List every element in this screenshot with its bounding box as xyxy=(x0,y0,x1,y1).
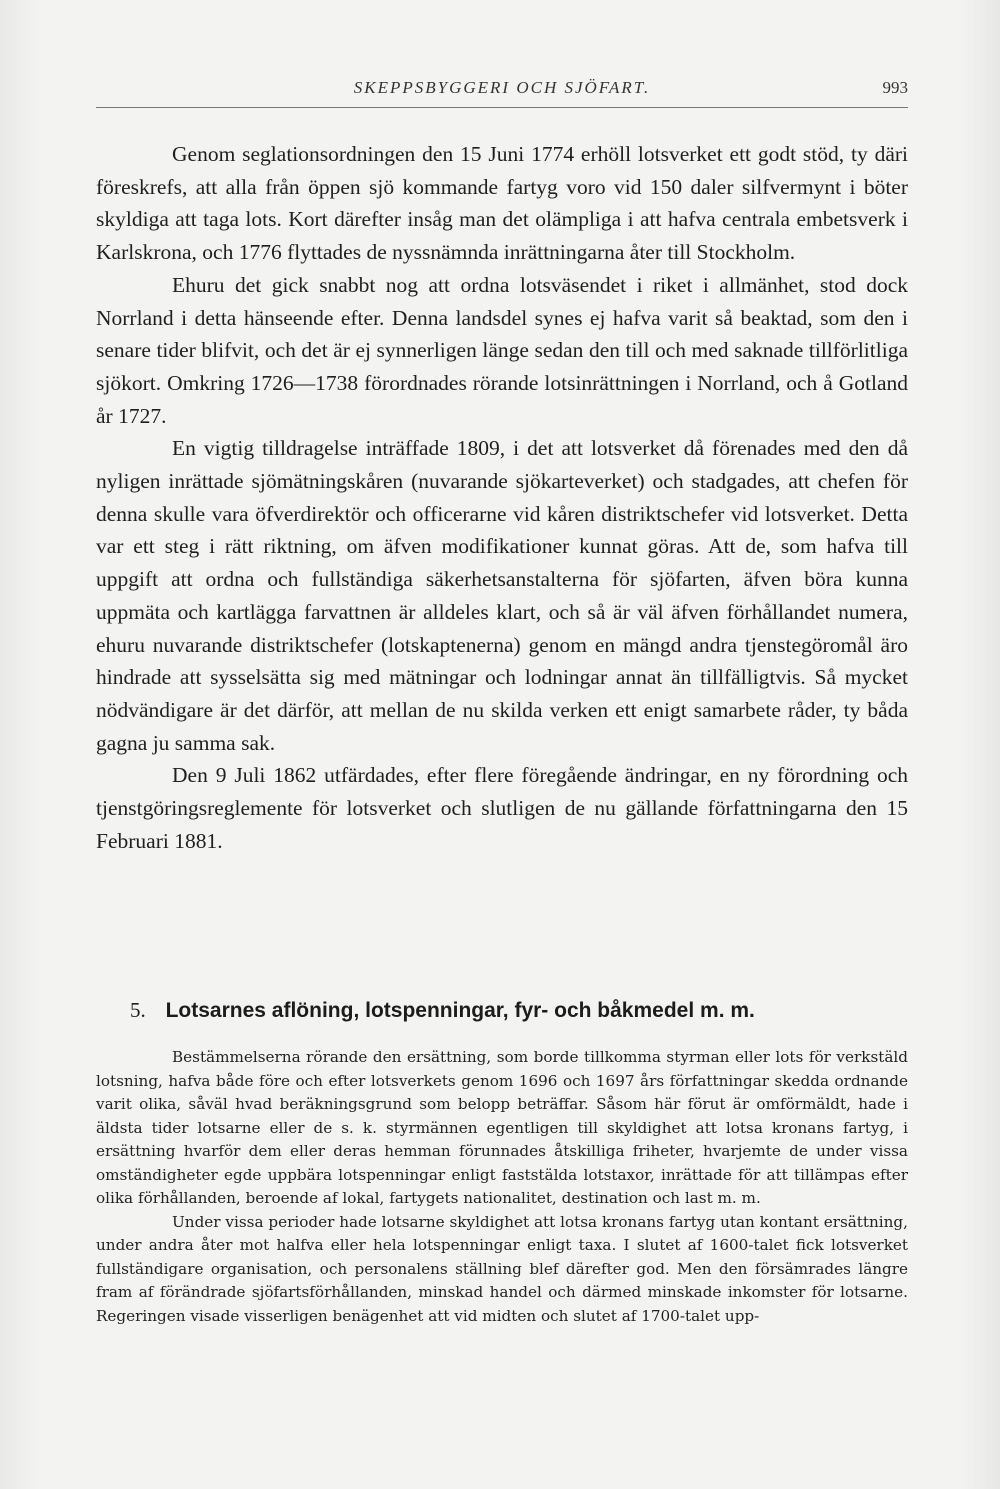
small-paragraph: Bestämmelserna rörande den ersättning, som borde tillkomma styrman eller lots för verkstäld lotsning, hafva både före och efter lotsverkets genom 1696 och 1697 års författningar skedda ordnande varit olika, såväl hvad beräkningsgrund som belopp beträffar. Såsom här förut är omförmäldt, hade i äldsta tider lotsarne eller de s. k. styrmännen egentligen till skyldighet att lotsa kronans fartyg, i ersättning hvarför dem eller deras hemman förunnades åtskilliga friheter, hvarjemte de under vissa omständigheter egde uppbära lotspenningar enligt faststälda lotstaxor, inrättade för att tillämpas efter olika förhållanden, beroende af lokal, fartygets nationalitet, destination och last m. m. xyxy=(96,1048,908,1207)
paragraph: Den 9 Juli 1862 utfärdades, efter flere föregående ändringar, en ny förordning och tjenstgöringsreglemente för lotsverket och slutligen de nu gällande författningarna den 15 Februari 1881. xyxy=(96,763,908,853)
paragraph: Ehuru det gick snabbt nog att ordna lotsväsendet i riket i allmänhet, stod dock Norrland i detta hänseende efter. Denna landsdel synes ej hafva varit så beaktad, som den i senare tider blifvit, och det är ej synnerligen länge sedan den till och med saknade tillförlitliga sjökort. Omkring 1726—1738 förordnades rörande lotsinrättningen i Norrland, och å Gotland år 1727. xyxy=(96,272,908,428)
running-head xyxy=(96,78,908,106)
section-title: Lotsarnes aflöning, lotspenningar, fyr- och båkmedel m. m. xyxy=(165,999,755,1022)
section-number: 5. xyxy=(130,998,146,1022)
header-rule xyxy=(96,107,908,108)
small-paragraph: Under vissa perioder hade lotsarne skyldighet att lotsa kronans fartyg utan kontant ersättning, under andra åter mot halfva eller hela lotspenningar enligt taxa. I slutet af 1600-talet fick lotsverket fullständigare organisation, och personalens ställning blef därefter god. Men den försämrades längre fram af förändrade sjöfartsförhållanden, minskad handel och därmed minskade inkomster för lotsarne. Regeringen visade visserligen benägenhet att vid midten och slutet af 1700-talet upp- xyxy=(96,1212,908,1325)
paragraph: En vigtig tilldragelse inträffade 1809, i det att lotsverket då förenades med den då nyligen inrättade sjömätningskåren (nuvarande sjökarteverket) och stadgades, att chefen för denna skulle vara öfverdirektör och officerarne vid kåren distriktschefer vid lotsverket. Detta var ett steg i rätt riktning, om äfven modifikationer kunnat göras. Att de, som hafva till uppgift att ordna och fullständiga säkerhetsanstalterna för sjöfarten, äfven böra kunna uppmäta och kartlägga farvattnen är alldeles klart, och så är väl äfven förhållandet numera, ehuru nuvarande distriktschefer (lotskaptenerna) genom en mängd andra tjenstegöromål äro hindrade att sysselsätta sig med mätningar och lodningar annat än tillfälligtvis. Så mycket nödvändigare är det därför, att mellan de nu skilda verken ett enigt samarbete råder, ty båda gagna ju samma sak. xyxy=(96,436,908,755)
running-title: SKEPPSBYGGERI OCH SJÖFART. xyxy=(353,78,651,97)
page-number: 993 xyxy=(882,78,908,97)
main-text xyxy=(96,138,908,857)
small-print-text xyxy=(96,1046,908,1328)
paragraph: Genom seglationsordningen den 15 Juni 1774 erhöll lotsverket ett godt stöd, ty däri föreskrefs, att alla från öppen sjö kommande fartyg voro vid 150 daler silfvermynt i böter skyldiga att taga lots. Kort därefter insåg man det olämpliga i att hafva centrala embetsverk i Karlskrona, och 1776 flyttades de nyssnämnda inrättningarna åter till Stockholm. xyxy=(96,142,908,265)
section-heading xyxy=(130,998,900,1023)
